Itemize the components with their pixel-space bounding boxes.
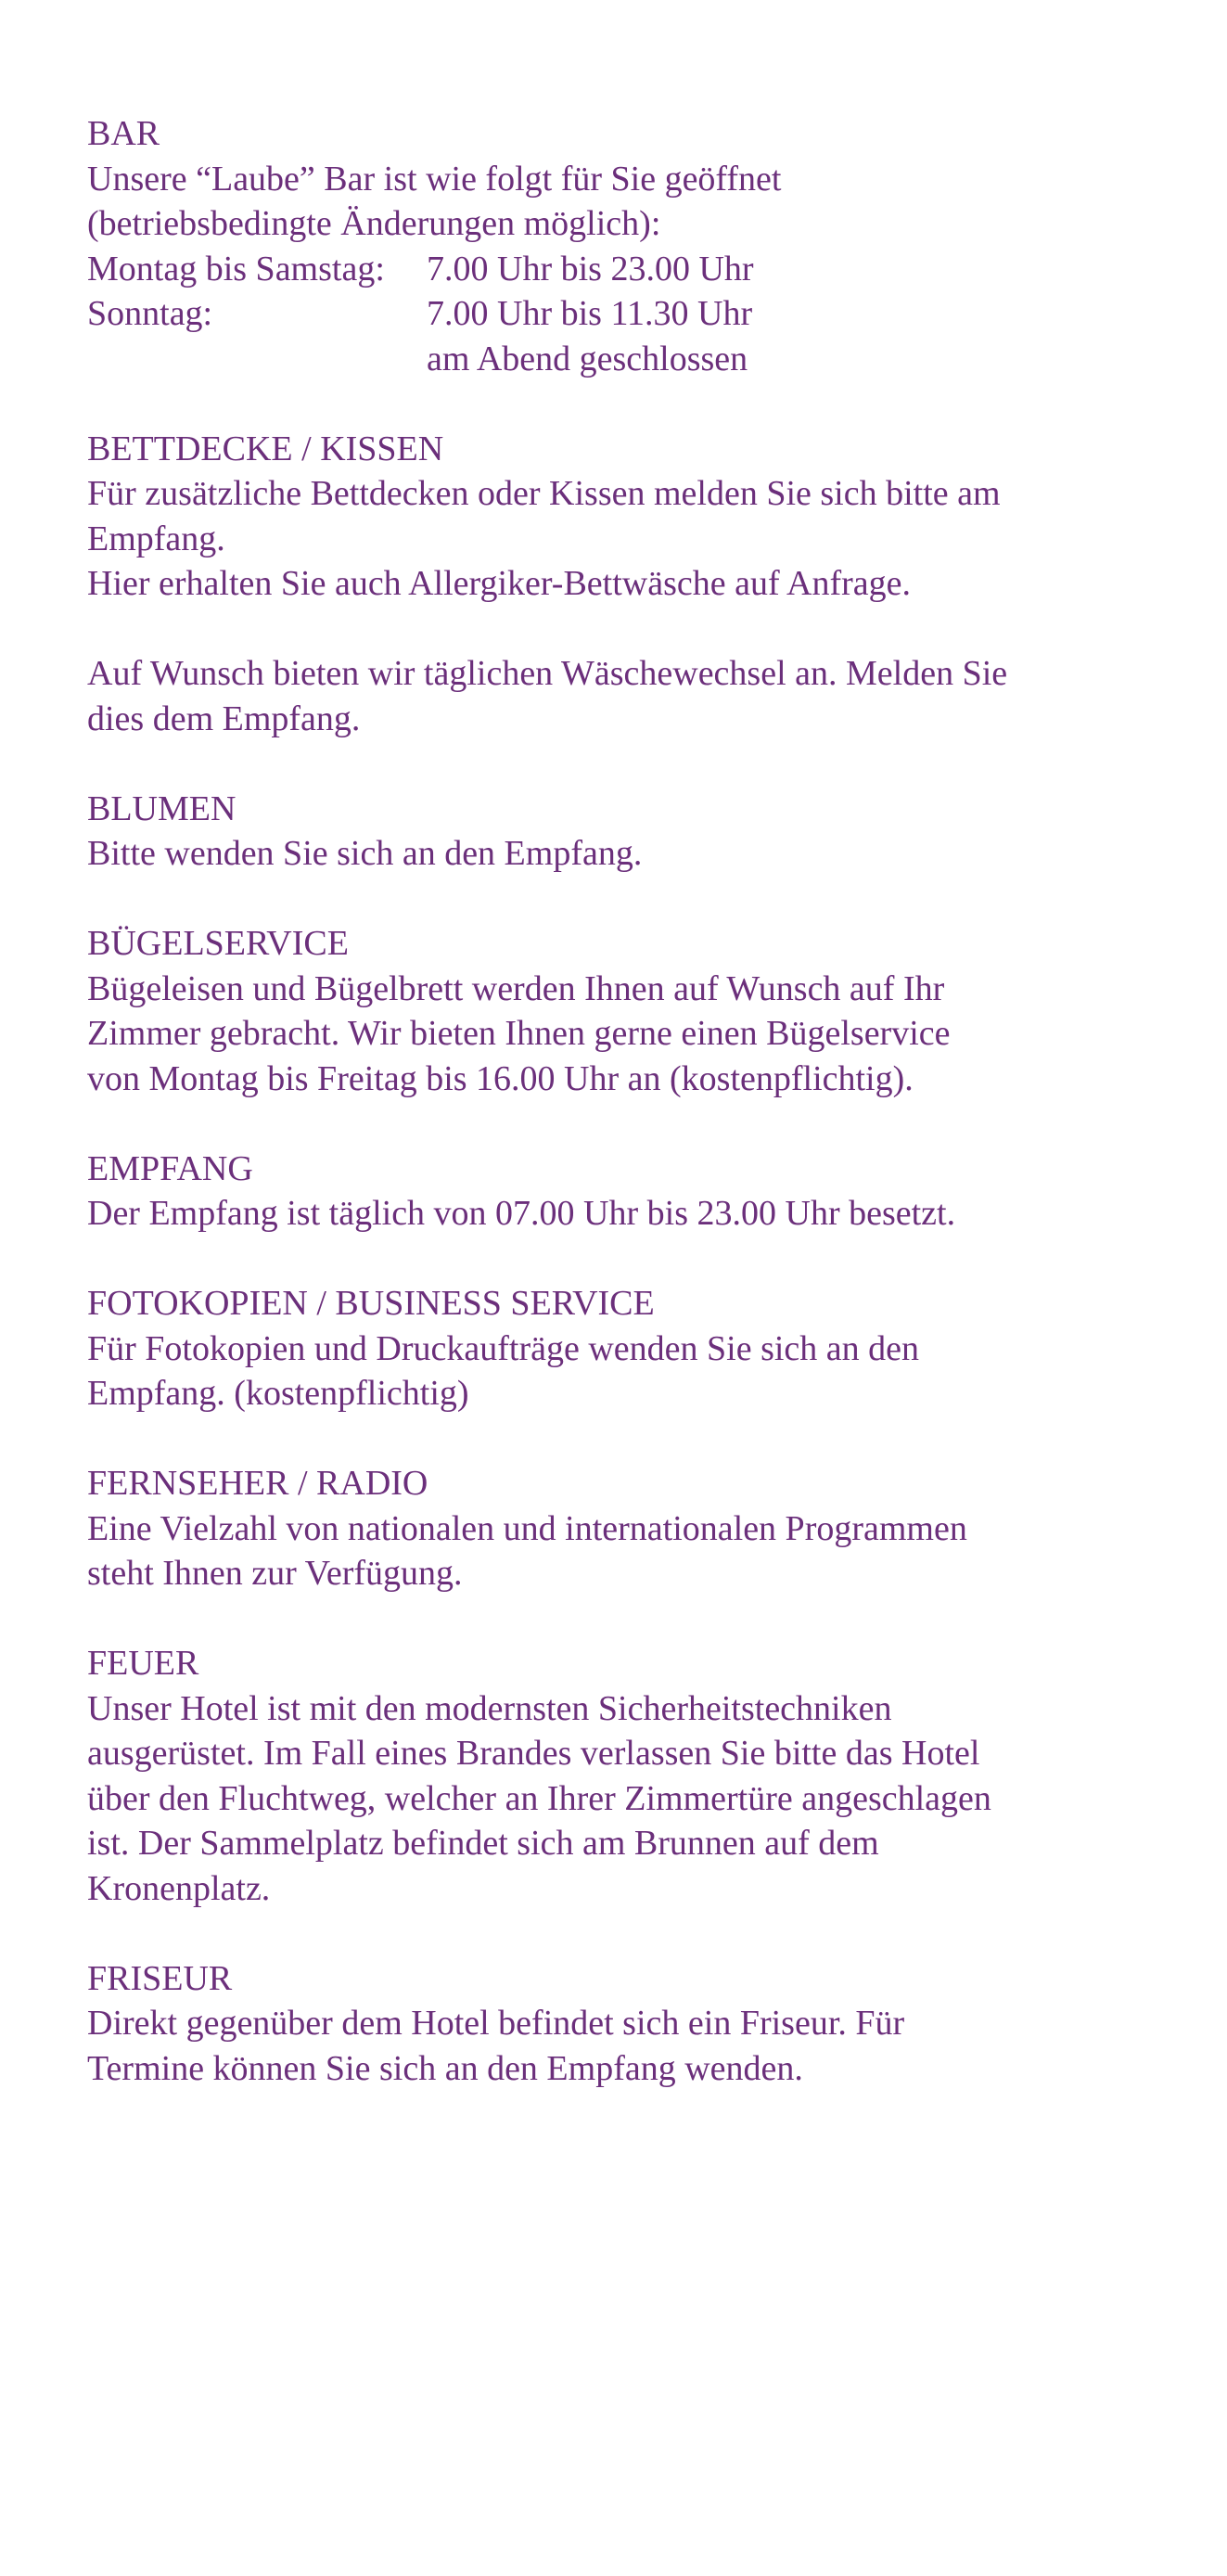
bar-hours-value: 7.00 Uhr bis 11.30 Uhr xyxy=(427,294,753,333)
bar-hours-row xyxy=(87,291,1154,337)
section-empfang xyxy=(87,1147,1154,1237)
section-heading-fernseher: FERNSEHER / RADIO xyxy=(87,1464,428,1503)
feuer-text-line: über den Fluchtweg, welcher an Ihrer Zimmertüre angeschlagen xyxy=(87,1778,991,1818)
feuer-text-line: ausgerüstet. Im Fall eines Brandes verlassen Sie bitte das Hotel xyxy=(87,1734,980,1773)
section-fotokopien xyxy=(87,1281,1154,1416)
section-waesche xyxy=(87,651,1154,741)
fotokopien-text-line: Empfang. (kostenpflichtig) xyxy=(87,1374,469,1413)
section-heading-feuer: FEUER xyxy=(87,1644,199,1683)
buegelservice-text-line: von Montag bis Freitag bis 16.00 Uhr an (kostenpflichtig). xyxy=(87,1058,914,1098)
blumen-text-line: Bitte wenden Sie sich an den Empfang. xyxy=(87,834,643,873)
friseur-text-line: Direkt gegenüber dem Hotel befindet sich ein Friseur. Für xyxy=(87,2004,905,2043)
bar-hours-row xyxy=(87,247,1154,292)
waesche-text-line: dies dem Empfang. xyxy=(87,698,361,738)
bar-hours-label xyxy=(87,337,427,382)
section-heading-bettdecke: BETTDECKE / KISSEN xyxy=(87,429,444,468)
bar-text-line: (betriebsbedingte Änderungen möglich): xyxy=(87,204,661,243)
bar-text-line: Unsere “Laube” Bar ist wie folgt für Sie geöffnet xyxy=(87,159,782,199)
section-heading-friseur: FRISEUR xyxy=(87,1958,233,1998)
fotokopien-text-line: Für Fotokopien und Druckaufträge wenden Sie sich an den xyxy=(87,1328,920,1368)
friseur-text-line: Termine können Sie sich an den Empfang wenden. xyxy=(87,2048,803,2088)
section-bettdecke xyxy=(87,427,1154,607)
section-heading-bar: BAR xyxy=(87,114,160,153)
section-bar xyxy=(87,111,1154,381)
fernseher-text-line: steht Ihnen zur Verfügung. xyxy=(87,1554,463,1593)
empfang-text-line: Der Empfang ist täglich von 07.00 Uhr bis 23.00 Uhr besetzt. xyxy=(87,1194,956,1233)
buegelservice-text-line: Bügeleisen und Bügelbrett werden Ihnen auf Wunsch auf Ihr xyxy=(87,968,945,1008)
bar-hours-value: 7.00 Uhr bis 23.00 Uhr xyxy=(427,249,754,288)
bar-hours-label: Montag bis Samstag: xyxy=(87,249,385,288)
waesche-text-line: Auf Wunsch bieten wir täglichen Wäschewechsel an. Melden Sie xyxy=(87,654,1008,693)
bar-hours-row xyxy=(87,337,1154,382)
feuer-text-line: Kronenplatz. xyxy=(87,1868,271,1908)
section-fernseher xyxy=(87,1461,1154,1596)
section-friseur xyxy=(87,1956,1154,2092)
section-feuer xyxy=(87,1641,1154,1911)
section-blumen xyxy=(87,787,1154,877)
section-heading-fotokopien: FOTOKOPIEN / BUSINESS SERVICE xyxy=(87,1284,655,1323)
section-heading-empfang: EMPFANG xyxy=(87,1148,253,1188)
bar-hours-value: am Abend geschlossen xyxy=(427,339,748,378)
bar-hours-label: Sonntag: xyxy=(87,294,213,333)
buegelservice-text-line: Zimmer gebracht. Wir bieten Ihnen gerne einen Bügelservice xyxy=(87,1014,951,1053)
section-heading-blumen: BLUMEN xyxy=(87,788,236,828)
hotel-info-page xyxy=(87,111,1154,2136)
bettdecke-text-line: Für zusätzliche Bettdecken oder Kissen melden Sie sich bitte am xyxy=(87,474,1001,513)
bettdecke-text-line: Hier erhalten Sie auch Allergiker-Bettwäsche auf Anfrage. xyxy=(87,564,912,603)
section-buegelservice xyxy=(87,921,1154,1101)
feuer-text-line: Unser Hotel ist mit den modernsten Sicherheitstechniken xyxy=(87,1688,892,1728)
bettdecke-text-line: Empfang. xyxy=(87,519,225,558)
feuer-text-line: ist. Der Sammelplatz befindet sich am Brunnen auf dem xyxy=(87,1824,879,1863)
section-heading-buegelservice: BÜGELSERVICE xyxy=(87,924,349,963)
fernseher-text-line: Eine Vielzahl von nationalen und internationalen Programmen xyxy=(87,1508,967,1548)
